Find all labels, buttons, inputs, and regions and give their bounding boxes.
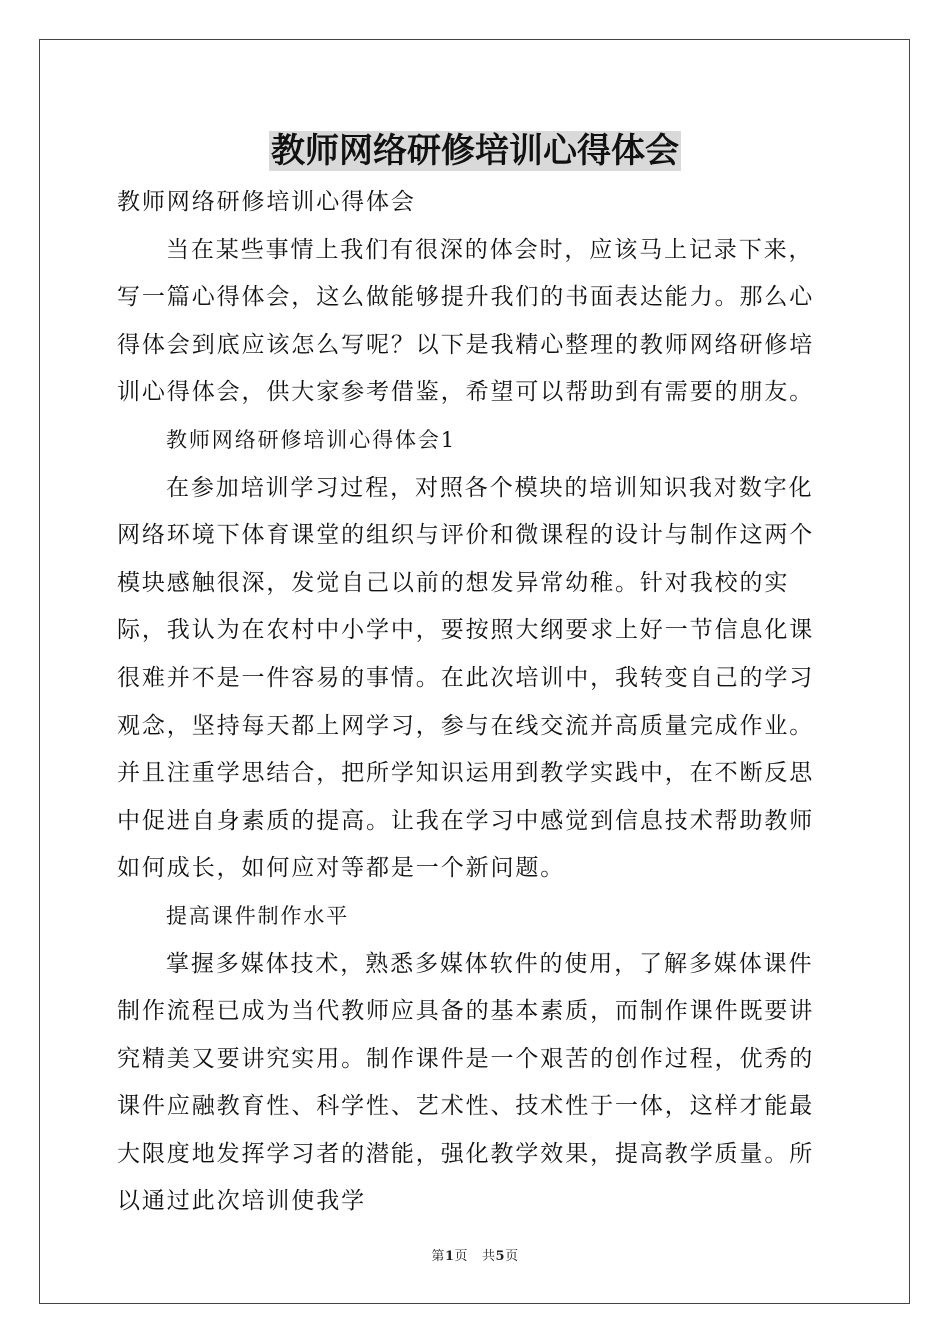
document-body [117, 179, 837, 1226]
page-footer [0, 1248, 950, 1266]
total-prefix: 共 [482, 1249, 496, 1264]
document-title-text: 教师网络研修培训心得体会 [271, 131, 679, 171]
total-suffix: 页 [505, 1249, 519, 1264]
intro-paragraph: 当在某些事情上我们有很深的体会时，应该马上记录下来，写一篇心得体会，这么做能够提升我们的书面表达能力。那么心得体会到底应该怎么写呢？以下是我精心整理的教师网络研修培训心得体会，供大家参考借鉴，希望可以帮助到有需要的朋友。 [117, 236, 815, 406]
section-paragraph: 在参加培训学习过程，对照各个模块的培训知识我对数字化网络环境下体育课堂的组织与评价和微课程的设计与制作这两个模块感触很深，发觉自己以前的想发异常幼稚。针对我校的实际，我认为在农村中小学中，要按照大纲要求上好一节信息化课很难并不是一件容易的事情。在此次培训中，我转变自己的学习观念，坚持每天都上网学习，参与在线交流并高质量完成作业。并且注重学思结合，把所学知识运用到教学实践中，在不断反思中促进自身素质的提高。让我在学习中感觉到信息技术帮助教师如何成长，如何应对等都是一个新问题。 [117, 474, 815, 882]
subsection-heading: 提高课件制作水平 [166, 903, 350, 928]
section-heading: 教师网络研修培训心得体会1 [166, 427, 457, 452]
page-total: 5 [495, 1249, 506, 1264]
subsection-paragraph: 掌握多媒体技术，熟悉多媒体软件的使用，了解多媒体课件制作流程已成为当代教师应具备的基本素质，而制作课件既要讲究精美又要讲究实用。制作课件是一个艰苦的创作过程，优秀的课件应融教育性、科学性、艺术性、技术性于一体，这样才能最大限度地发挥学习者的潜能，强化教学效果，提高教学质量。所以通过此次培训使我学 [117, 950, 815, 1215]
document-title [0, 128, 950, 174]
page-prefix: 第 [431, 1249, 445, 1264]
page-suffix: 页 [454, 1249, 468, 1264]
page-current: 1 [444, 1249, 455, 1264]
subtitle-line: 教师网络研修培训心得体会 [117, 189, 416, 215]
